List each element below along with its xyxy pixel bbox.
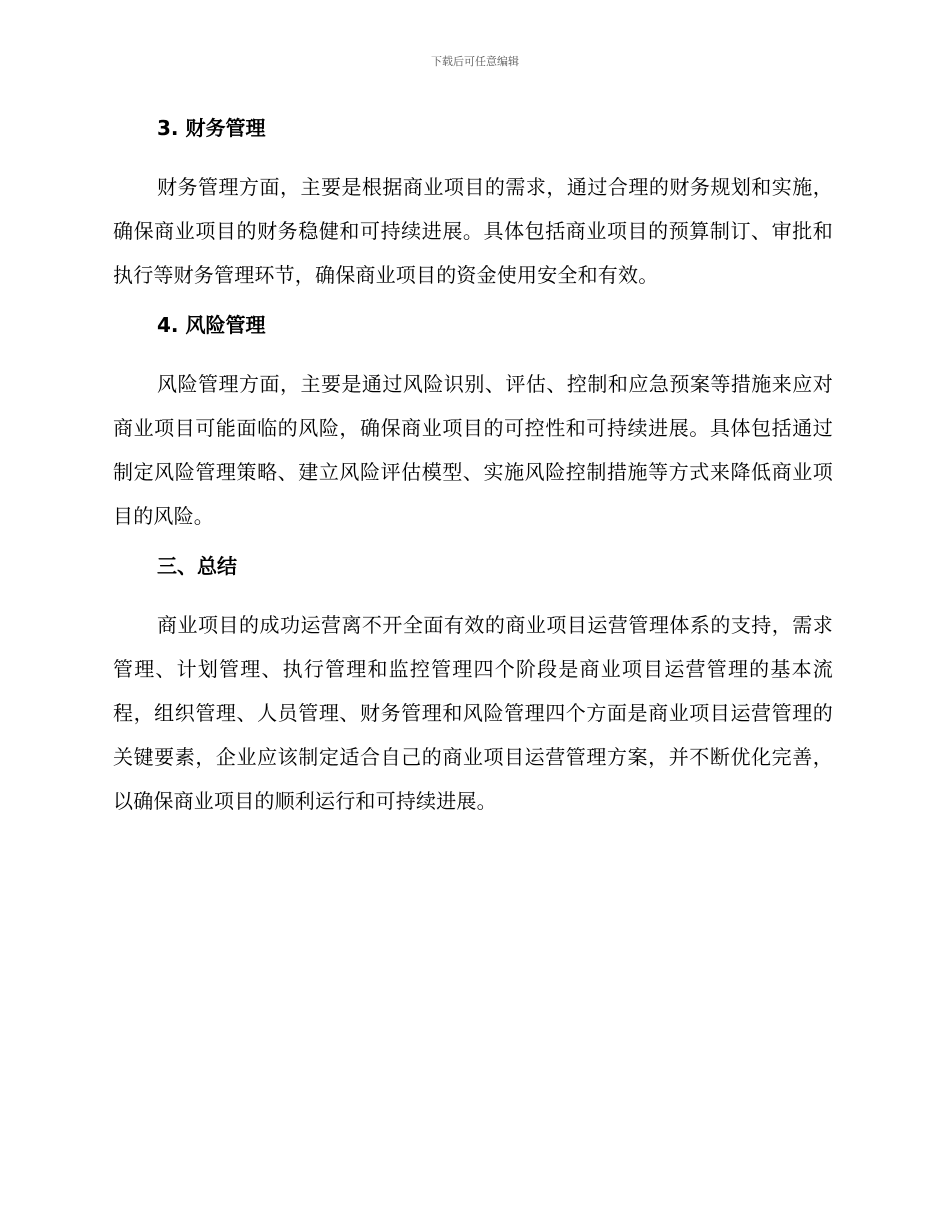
page-header: 下载后可任意编辑	[431, 55, 519, 68]
section-heading: 三、总结	[157, 554, 237, 578]
section-paragraph: 财务管理方面，主要是根据商业项目的需求，通过合理的财务规划和实施，确保商业项目的财务稳健和可持续进展。具体包括商业项目的预算制订、审批和执行等财务管理环节，确保商业项目的资金使用安全和有效。	[113, 175, 833, 287]
section-summary	[113, 550, 833, 823]
section-heading: 4. 风险管理	[157, 313, 266, 337]
document-body	[113, 112, 833, 823]
section-risk-management	[113, 309, 833, 538]
section-paragraph: 商业项目的成功运营离不开全面有效的商业项目运营管理体系的支持，需求管理、计划管理、执行管理和监控管理四个阶段是商业项目运营管理的基本流程，组织管理、人员管理、财务管理和风险管理四个方面是商业项目运营管理的关键要素，企业应该制定适合自己的商业项目运营管理方案，并不断优化完善，以确保商业项目的顺利运行和可持续进展。	[113, 613, 833, 813]
section-financial-management	[113, 112, 833, 297]
section-paragraph: 风险管理方面，主要是通过风险识别、评估、控制和应急预案等措施来应对商业项目可能面临的风险，确保商业项目的可控性和可持续进展。具体包括通过制定风险管理策略、建立风险评估模型、实施风险控制措施等方式来降低商业项目的风险。	[113, 372, 833, 528]
section-heading: 3. 财务管理	[157, 116, 266, 140]
